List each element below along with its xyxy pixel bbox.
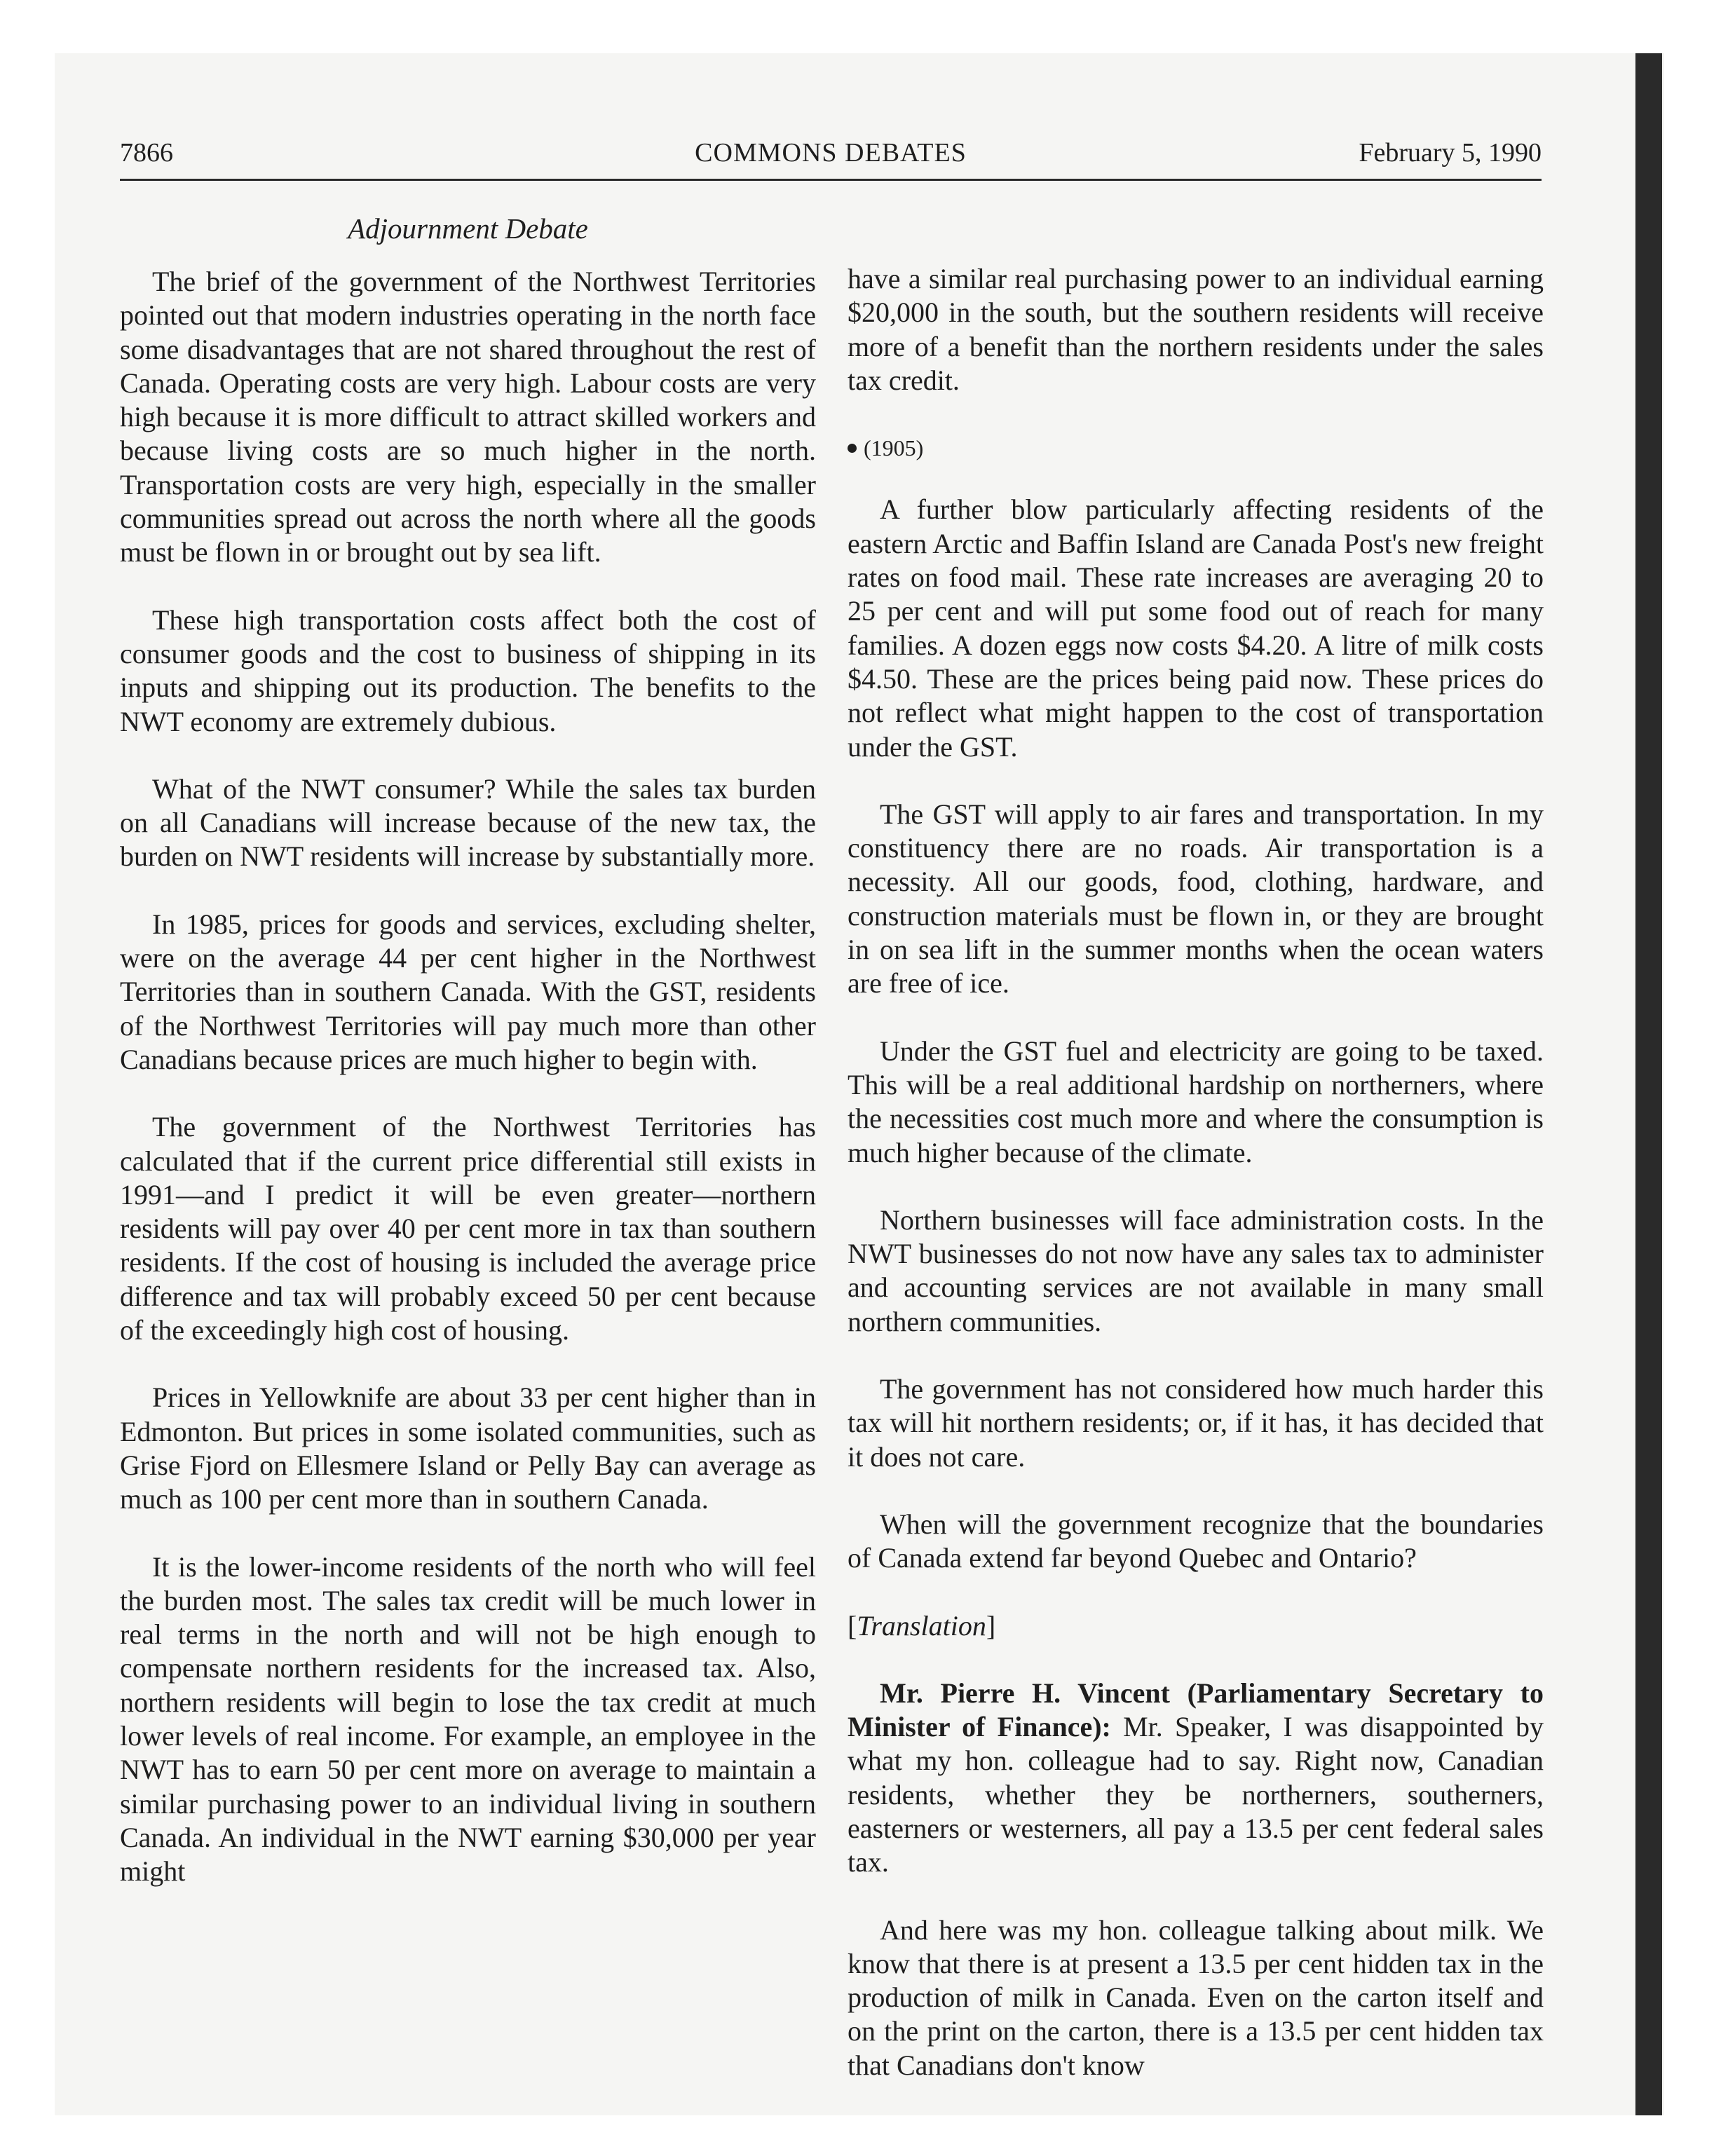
paragraph: What of the NWT consumer? While the sales tax burden on all Canadians will increase because of the new tax, the burden on NWT residents will increase by substantially more. <box>120 772 816 873</box>
right-column <box>848 262 1544 2116</box>
translation-label-text: Translation <box>857 1609 986 1642</box>
left-column <box>120 265 816 1922</box>
paragraph: And here was my hon. colleague talking about milk. We know that there is at present a 13.5 per cent hidden tax in the production of milk in Canada. Even on the carton itself and on the print on the carton, there is a 13.5 per cent hidden tax that Canadians don't know <box>848 1913 1544 2081</box>
publication-title: COMMONS DEBATES <box>695 138 967 168</box>
speaker-paragraph <box>848 1677 1544 1880</box>
continued-paragraph: have a similar real purchasing power to an individual earning $20,000 in the south, but the southern residents will receive more of a benefit than the northern residents under the sales tax credit. <box>848 263 1544 396</box>
header-rule <box>120 179 1542 181</box>
paragraph: The brief of the government of the Northwest Territories pointed out that modern industries operating in the north face some disadvantages that are not shared throughout the rest of Canada. Operating costs are very high. Labour costs are very high because it is more difficult to attract skilled workers and because living costs are so much higher in the north. Transportation costs are very high, especially in the smaller communities spread out across the north where all the goods must be flown in or brought out by sea lift. <box>120 266 816 568</box>
page-number: 7866 <box>120 138 173 168</box>
paragraph: Under the GST fuel and electricity are going to be taxed. This will be a real additional hardship on northerners, where the necessities cost much more and where the consumption is much higher because of the climate. <box>848 1035 1544 1168</box>
translation-label: [Translation] <box>848 1609 996 1642</box>
scan-edge-shadow <box>1635 53 1662 2115</box>
publication-date: February 5, 1990 <box>1359 138 1542 168</box>
speaker-name: Mr. Pierre H. Vincent (Parliamentary Secretary to Minister of Finance): <box>848 1677 1544 1743</box>
time-marker-text: (1905) <box>864 435 924 461</box>
page-header <box>120 137 1542 179</box>
paragraph: A further blow particularly affecting residents of the eastern Arctic and Baffin Island are Canada Post's new freight rates on food mail. These rate increases are averaging 20 to 25 per cent and will put some food out of reach for many families. A dozen eggs now costs $4.20. A litre of milk costs $4.50. These are the prices being paid now. These prices do not reflect what might happen to the cost of transportation under the GST. <box>848 493 1544 763</box>
paragraph: Prices in Yellowknife are about 33 per cent higher than in Edmonton. But prices in some isolated communities, such as Grise Fjord on Ellesmere Island or Pelly Bay can average as much as 100 per cent more than in southern Canada. <box>120 1381 816 1515</box>
paragraph: Northern businesses will face administration costs. In the NWT businesses do not now have any sales tax to administer and accounting services are not available in many small northern communities. <box>848 1203 1544 1337</box>
paragraph: These high transportation costs affect both the cost of consumer goods and the cost to business of shipping in its inputs and shipping out its production. The benefits to the NWT economy are extremely dubious. <box>120 603 816 737</box>
paragraph: When will the government recognize that the boundaries of Canada extend far beyond Quebec and Ontario? <box>848 1508 1544 1574</box>
section-heading: Adjournment Debate <box>348 212 588 245</box>
paragraph: The government of the Northwest Territories has calculated that if the current price differential still exists in 1991—and I predict it will be even greater—northern residents will pay over 40 per cent more in tax than southern residents. If the cost of housing is included the average price difference and tax will probably exceed 50 per cent because of the exceedingly high cost of housing. <box>120 1111 816 1346</box>
paragraph: In 1985, prices for goods and services, excluding shelter, were on the average 44 per cent higher in the Northwest Territories than in southern Canada. With the GST, residents of the Northwest Territories will pay much more than other Canadians because prices are much higher to begin with. <box>120 908 816 1075</box>
paragraph: The government has not considered how much harder this tax will hit northern residents; or, if it has, it has decided that it does not care. <box>848 1373 1544 1473</box>
bullet-icon <box>848 444 857 453</box>
paragraph: It is the lower-income residents of the north who will feel the burden most. The sales tax credit will be much lower in real terms in the north and will not be high enough to compensate northern residents for the increased tax. Also, northern residents will begin to lose the tax credit at much lower levels of real income. For example, an employee in the NWT has to earn 50 per cent more on average to maintain a similar purchasing power to an individual living in southern Canada. An individual in the NWT earning $30,000 per year might <box>120 1550 816 1888</box>
speaker-text: Mr. Speaker, I was disappointed by what my hon. colleague had to say. Right now, Canadian residents, whether they be northerners, southerners, easterners or westerners, all pay a 13.5 per cent federal sales tax. <box>848 1711 1544 1878</box>
time-marker <box>848 431 1544 465</box>
paragraph: The GST will apply to air fares and transportation. In my constituency there are no roads. Air transportation is a necessity. All our goods, food, clothing, hardware, and construction materials must be flown in, or they are brought in on sea lift in the summer months when the ocean waters are free of ice. <box>848 798 1544 999</box>
